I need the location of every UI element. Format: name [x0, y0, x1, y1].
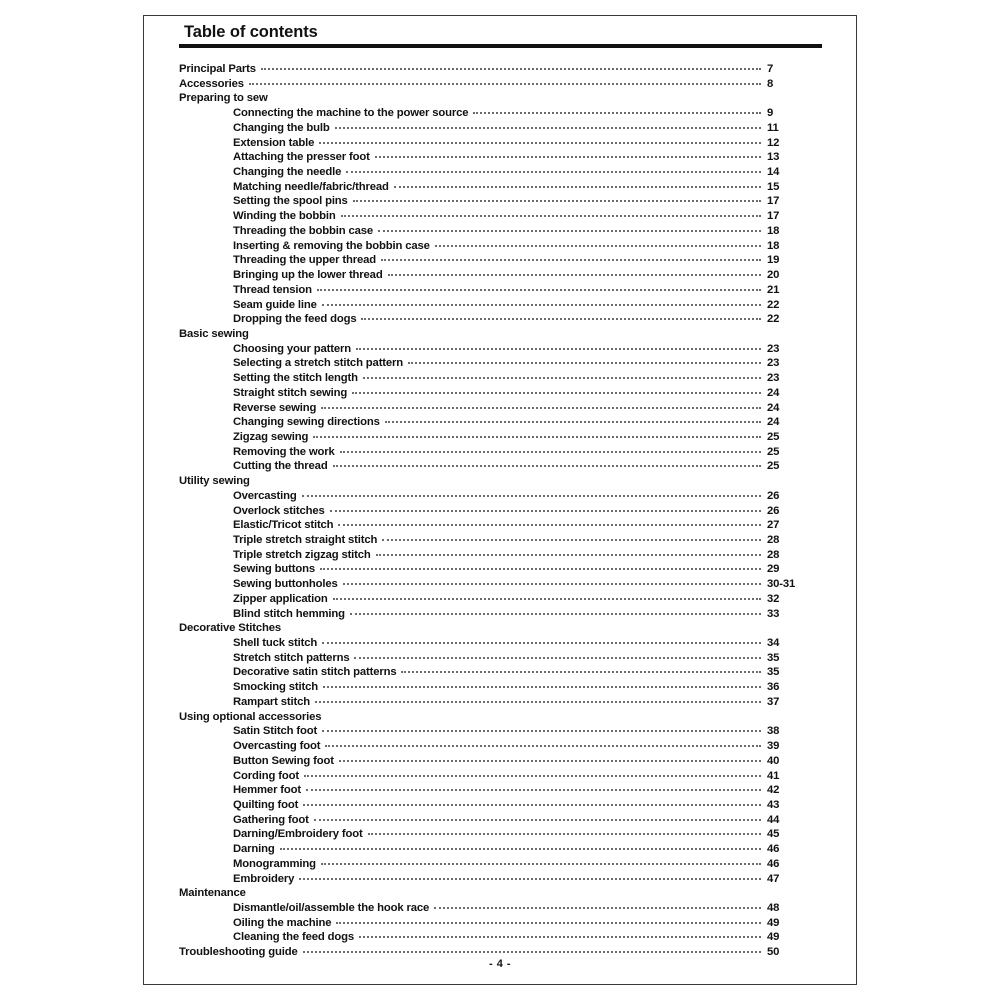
toc-entry-label: Attaching the presser foot — [233, 151, 370, 164]
toc-dot-leader — [350, 606, 761, 617]
title-divider — [179, 44, 822, 48]
toc-entry-label: Principal Parts — [179, 63, 256, 75]
toc-entry-label: Rampart stitch — [233, 695, 310, 708]
toc-entry-row[interactable] — [179, 679, 839, 694]
toc-entry-label: Setting the spool pins — [233, 195, 348, 208]
toc-page-number: 34 — [767, 637, 780, 650]
toc-section-row[interactable] — [179, 326, 839, 341]
toc-dot-leader — [261, 61, 761, 72]
toc-entry-label: Oiling the machine — [233, 916, 332, 929]
toc-page-number: 23 — [767, 372, 780, 385]
toc-entry-row[interactable] — [179, 768, 839, 783]
toc-page-number: 49 — [767, 916, 780, 929]
toc-page-number: 37 — [767, 695, 780, 708]
toc-entry-label: Decorative Stitches — [179, 622, 282, 635]
toc-entry-row[interactable] — [179, 400, 839, 415]
page-title: Table of contents — [184, 23, 318, 41]
page-content — [144, 16, 856, 984]
toc-entry-label: Blind stitch hemming — [233, 607, 345, 620]
toc-dot-leader — [435, 238, 761, 249]
toc-dot-leader — [378, 223, 761, 234]
toc-entry-label: Overcasting — [233, 489, 297, 502]
toc-entry-row[interactable] — [179, 105, 839, 120]
toc-page-number: 42 — [767, 784, 780, 797]
toc-entry-row[interactable] — [179, 238, 839, 253]
toc-dot-leader — [313, 429, 761, 440]
toc-entry-row[interactable] — [179, 664, 839, 679]
toc-dot-leader — [303, 797, 761, 808]
toc-dot-leader — [286, 620, 761, 631]
toc-entry-label: Darning/Embroidery foot — [233, 828, 363, 841]
toc-page-number: 13 — [767, 151, 780, 164]
toc-page-number: 28 — [767, 548, 780, 561]
toc-section-row[interactable] — [179, 76, 839, 91]
toc-dot-leader — [376, 547, 761, 558]
toc-dot-leader — [359, 929, 761, 940]
toc-dot-leader — [319, 135, 761, 146]
toc-section-row[interactable] — [179, 709, 839, 724]
toc-dot-leader — [249, 76, 761, 87]
toc-dot-leader — [320, 561, 761, 572]
toc-page-number: 12 — [767, 136, 780, 149]
title-block — [179, 21, 827, 48]
toc-entry-row[interactable] — [179, 341, 839, 356]
toc-entry-row[interactable] — [179, 282, 839, 297]
toc-entry-row[interactable] — [179, 297, 839, 312]
toc-page-number: 22 — [767, 313, 780, 326]
toc-dot-leader — [333, 458, 761, 469]
toc-entry-label: Elastic/Tricot stitch — [233, 519, 334, 532]
toc-entry-label: Satin Stitch foot — [233, 725, 318, 738]
toc-dot-leader — [434, 900, 761, 911]
toc-dot-leader — [326, 709, 761, 720]
toc-entry-label: Smocking stitch — [233, 681, 319, 694]
toc-entry-row[interactable] — [179, 311, 839, 326]
toc-dot-leader — [338, 517, 761, 528]
toc-entry-label: Sewing buttons — [233, 563, 315, 576]
toc-entry-row[interactable] — [179, 193, 839, 208]
toc-page-number: 39 — [767, 740, 780, 753]
toc-entry-label: Threading the upper thread — [233, 254, 376, 267]
toc-page-number: 32 — [767, 592, 780, 605]
toc-entry-row[interactable] — [179, 650, 839, 665]
toc-entry-label: Shell tuck stitch — [233, 637, 318, 650]
toc-entry-label: Matching needle/fabric/thread — [233, 180, 389, 193]
toc-page-number: 21 — [767, 283, 780, 296]
toc-dot-leader — [356, 341, 761, 352]
toc-page-number: 46 — [767, 843, 780, 856]
toc-dot-leader — [317, 282, 761, 293]
toc-dot-leader — [254, 326, 761, 337]
toc-page-number: 36 — [767, 681, 780, 694]
toc-page-number: 44 — [767, 813, 780, 826]
toc-dot-leader — [473, 105, 761, 116]
toc-dot-leader — [388, 267, 761, 278]
toc-entry-label: Sewing buttonholes — [233, 578, 338, 591]
toc-entry-label: Zipper application — [233, 592, 328, 605]
toc-dot-leader — [321, 400, 761, 411]
toc-page-number: 30-31 — [767, 578, 796, 591]
toc-entry-label: Triple stretch zigzag stitch — [233, 548, 371, 561]
toc-entry-label: Using optional accessories — [179, 710, 322, 723]
toc-entry-row[interactable] — [179, 738, 839, 753]
toc-entry-label: Changing the bulb — [233, 121, 330, 134]
toc-entry-label: Stretch stitch patterns — [233, 651, 350, 664]
toc-entry-label: Cleaning the feed dogs — [233, 931, 354, 944]
toc-entry-label: Threading the bobbin case — [233, 224, 373, 237]
toc-page-number: 27 — [767, 519, 780, 532]
toc-entry-label: Removing the work — [233, 445, 335, 458]
toc-entry-row[interactable] — [179, 606, 839, 621]
toc-entry-row[interactable] — [179, 149, 839, 164]
toc-dot-leader — [401, 664, 761, 675]
toc-entry-row[interactable] — [179, 856, 839, 871]
toc-entry-label: Selecting a stretch stitch pattern — [233, 357, 404, 370]
toc-entry-label: Cording foot — [233, 769, 299, 782]
toc-dot-leader — [251, 885, 761, 896]
toc-section-row[interactable] — [179, 473, 839, 488]
toc-entry-label: Utility sewing — [179, 475, 250, 488]
toc-dot-leader — [280, 841, 761, 852]
toc-entry-row[interactable] — [179, 782, 839, 797]
toc-dot-leader — [303, 944, 761, 955]
toc-dot-leader — [363, 370, 761, 381]
toc-entry-row[interactable] — [179, 826, 839, 841]
toc-page-number: 23 — [767, 357, 780, 370]
toc-page-number: 24 — [767, 401, 780, 414]
toc-dot-leader — [385, 414, 761, 425]
toc-page-number: 49 — [767, 931, 780, 944]
toc-page-number: 25 — [767, 430, 780, 443]
toc-entry-row[interactable] — [179, 223, 839, 238]
toc-entry-label: Gathering foot — [233, 813, 309, 826]
toc-entry-row[interactable] — [179, 841, 839, 856]
toc-entry-row[interactable] — [179, 929, 839, 944]
toc-dot-leader — [335, 120, 761, 131]
toc-entry-label: Changing the needle — [233, 166, 342, 179]
toc-dot-leader — [394, 179, 761, 190]
toc-entry-label: Overlock stitches — [233, 504, 325, 517]
toc-entry-row[interactable] — [179, 458, 839, 473]
toc-entry-label: Extension table — [233, 136, 315, 149]
toc-entry-row[interactable] — [179, 385, 839, 400]
toc-entry-label: Straight stitch sewing — [233, 386, 348, 399]
toc-entry-row[interactable] — [179, 532, 839, 547]
toc-entry-row[interactable] — [179, 414, 839, 429]
toc-page-number: 15 — [767, 180, 780, 193]
toc-dot-leader — [314, 812, 761, 823]
toc-entry-label: Zigzag sewing — [233, 430, 309, 443]
toc-entry-label: Thread tension — [233, 283, 312, 296]
toc-page-number: 25 — [767, 445, 780, 458]
toc-dot-leader — [330, 503, 761, 514]
toc-entry-label: Reverse sewing — [233, 401, 317, 414]
toc-page-number: 45 — [767, 828, 780, 841]
toc-page-number: 26 — [767, 489, 780, 502]
toc-dot-leader — [339, 753, 761, 764]
toc-dot-leader — [354, 650, 761, 661]
toc-entry-row[interactable] — [179, 723, 839, 738]
toc-page-number: 28 — [767, 534, 780, 546]
toc-entry-label: Decorative satin stitch patterns — [233, 666, 397, 679]
toc-entry-label: Overcasting foot — [233, 740, 321, 753]
toc-entry-row[interactable] — [179, 635, 839, 650]
toc-dot-leader — [325, 738, 761, 749]
toc-entry-row[interactable] — [179, 120, 839, 135]
toc-entry-row[interactable] — [179, 753, 839, 768]
toc-page-number: 14 — [767, 166, 780, 179]
toc-dot-leader — [361, 311, 761, 322]
toc-entry-row[interactable] — [179, 915, 839, 930]
toc-page-number: 46 — [767, 857, 780, 870]
toc-entry-label: Maintenance — [179, 887, 246, 900]
toc-entry-row[interactable] — [179, 355, 839, 370]
toc-page-number: 8 — [767, 77, 774, 90]
toc-section-row[interactable] — [179, 944, 839, 959]
toc-entry-label: Changing sewing directions — [233, 416, 380, 429]
toc-entry-label: Quilting foot — [233, 798, 299, 811]
toc-entry-label: Accessories — [179, 77, 244, 90]
toc-entry-label: Bringing up the lower thread — [233, 269, 383, 282]
toc-entry-row[interactable] — [179, 591, 839, 606]
toc-page-number: 38 — [767, 725, 780, 738]
toc-section-row[interactable] — [179, 90, 839, 105]
toc-entry-row[interactable] — [179, 900, 839, 915]
toc-page-number: 50 — [767, 946, 780, 959]
toc-page-number: 35 — [767, 651, 780, 664]
toc-entry-row[interactable] — [179, 547, 839, 562]
toc-entry-row[interactable] — [179, 812, 839, 827]
toc-page-number: 29 — [767, 563, 780, 576]
toc-entry-label: Hemmer foot — [233, 784, 302, 797]
toc-dot-leader — [353, 193, 761, 204]
toc-entry-label: Connecting the machine to the power source — [233, 107, 469, 120]
toc-page-number: 35 — [767, 666, 780, 679]
toc-entry-label: Setting the stitch length — [233, 372, 358, 385]
toc-dot-leader — [352, 385, 761, 396]
document-page — [143, 15, 857, 985]
toc-section-row[interactable] — [179, 885, 839, 900]
toc-entry-label: Seam guide line — [233, 298, 317, 311]
toc-entry-row[interactable] — [179, 517, 839, 532]
toc-entry-row[interactable] — [179, 164, 839, 179]
toc-page-number: 18 — [767, 239, 780, 252]
toc-entry-row[interactable] — [179, 429, 839, 444]
toc-entry-label: Darning — [233, 843, 275, 856]
toc-page-number: 9 — [767, 107, 774, 120]
toc-page-number: 11 — [767, 121, 779, 134]
toc-dot-leader — [381, 252, 761, 263]
toc-page-number: 48 — [767, 901, 780, 914]
toc-entry-row[interactable] — [179, 179, 839, 194]
toc-entry-row[interactable] — [179, 871, 839, 886]
toc-entry-label: Troubleshooting guide — [179, 946, 298, 959]
toc-dot-leader — [375, 149, 761, 160]
toc-entry-row[interactable] — [179, 208, 839, 223]
toc-dot-leader — [333, 591, 761, 602]
toc-entry-row[interactable] — [179, 694, 839, 709]
toc-page-number: 26 — [767, 504, 780, 517]
toc-entry-label: Winding the bobbin — [233, 210, 336, 223]
toc-section-row[interactable] — [179, 620, 839, 635]
toc-entry-label: Triple stretch straight stitch — [233, 534, 378, 546]
toc-page-number: 41 — [767, 769, 780, 782]
toc-dot-leader — [323, 679, 761, 690]
toc-entry-row[interactable] — [179, 252, 839, 267]
toc-page-number: 43 — [767, 798, 780, 811]
toc-dot-leader — [299, 871, 761, 882]
toc-entry-row[interactable] — [179, 267, 839, 282]
toc-entry-row[interactable] — [179, 488, 839, 503]
toc-page-number: 24 — [767, 386, 780, 399]
toc-entry-list — [179, 61, 839, 959]
toc-page-number: 33 — [767, 607, 780, 620]
toc-dot-leader — [336, 915, 761, 926]
toc-entry-row[interactable] — [179, 135, 839, 150]
toc-page-number: 20 — [767, 269, 780, 282]
toc-entry-label: Basic sewing — [179, 327, 249, 340]
toc-entry-row[interactable] — [179, 503, 839, 518]
toc-page-number: 17 — [767, 210, 780, 223]
toc-page-number: 23 — [767, 342, 780, 355]
toc-entry-row[interactable] — [179, 576, 839, 591]
toc-dot-leader — [346, 164, 761, 175]
toc-entry-label: Embroidery — [233, 872, 295, 885]
toc-dot-leader — [343, 576, 761, 587]
toc-entry-label: Choosing your pattern — [233, 342, 351, 355]
toc-dot-leader — [382, 532, 761, 543]
footer-page-number: - 4 - — [488, 958, 512, 970]
toc-dot-leader — [306, 782, 761, 793]
toc-section-row[interactable] — [179, 61, 839, 76]
toc-page-number: 47 — [767, 872, 780, 885]
toc-dot-leader — [304, 768, 761, 779]
toc-entry-label: Monogramming — [233, 857, 316, 870]
toc-dot-leader — [315, 694, 761, 705]
toc-entry-label: Dropping the feed dogs — [233, 313, 357, 326]
toc-entry-label: Cutting the thread — [233, 460, 328, 473]
toc-dot-leader — [322, 723, 761, 734]
toc-page-number: 40 — [767, 754, 780, 767]
toc-page-number: 18 — [767, 224, 780, 237]
toc-page-number: 17 — [767, 195, 780, 208]
toc-page-number: 25 — [767, 460, 780, 473]
toc-entry-label: Preparing to sew — [179, 92, 268, 105]
toc-dot-leader — [255, 473, 761, 484]
toc-page-number: 22 — [767, 298, 780, 311]
toc-page-number: 24 — [767, 416, 780, 429]
toc-entry-row[interactable] — [179, 444, 839, 459]
toc-dot-leader — [368, 826, 761, 837]
toc-entry-row[interactable] — [179, 797, 839, 812]
toc-entry-row[interactable] — [179, 561, 839, 576]
toc-dot-leader — [273, 90, 761, 101]
toc-dot-leader — [321, 856, 761, 867]
toc-dot-leader — [341, 208, 761, 219]
toc-dot-leader — [408, 355, 761, 366]
toc-page-number: 7 — [767, 63, 774, 75]
toc-page-number: 19 — [767, 254, 780, 267]
toc-dot-leader — [340, 444, 761, 455]
toc-entry-label: Inserting & removing the bobbin case — [233, 239, 430, 252]
toc-entry-label: Dismantle/oil/assemble the hook race — [233, 901, 430, 914]
toc-dot-leader — [302, 488, 761, 499]
toc-dot-leader — [322, 635, 761, 646]
toc-entry-row[interactable] — [179, 370, 839, 385]
toc-entry-label: Button Sewing foot — [233, 754, 334, 767]
toc-dot-leader — [322, 297, 761, 308]
